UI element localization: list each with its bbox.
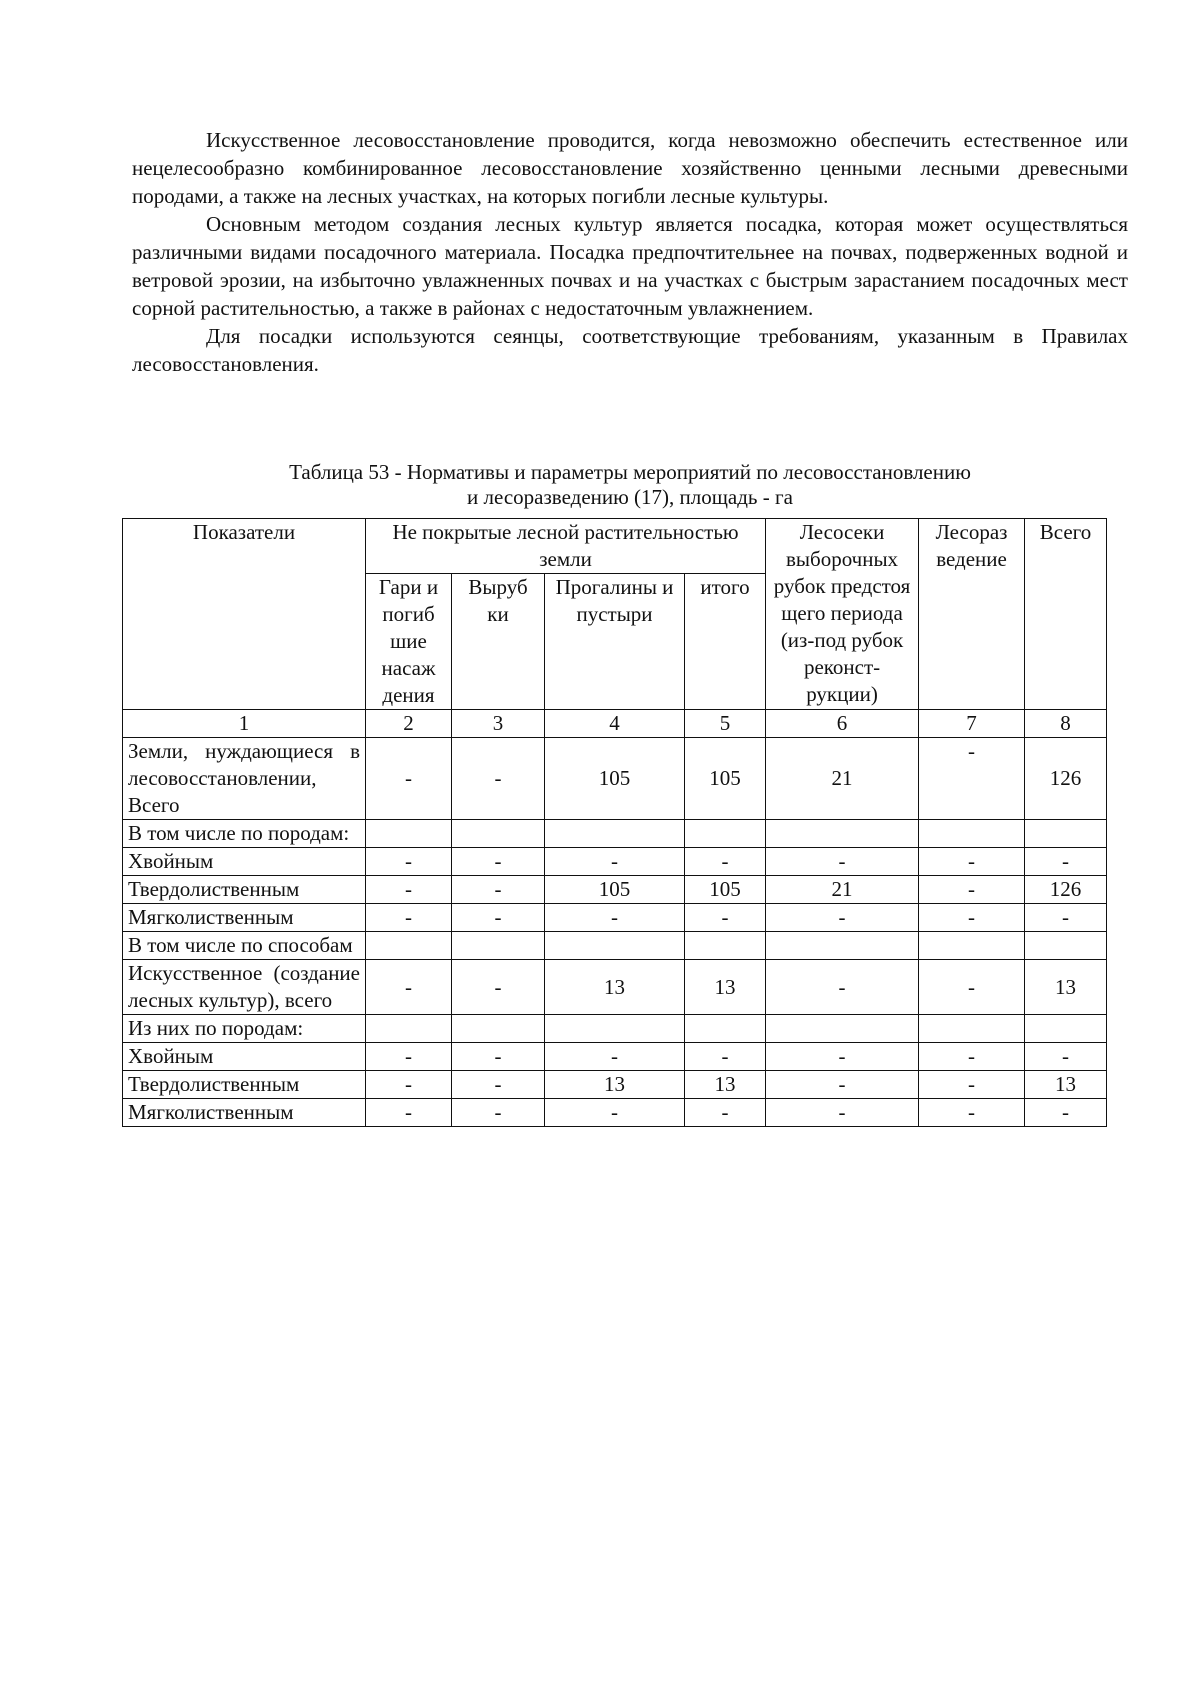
paragraph: Основным методом создания лесных культур является посадка, которая может осуществляться различными видами посадочного материала. Посадка предпочтительнее на почвах, подверженных водной и ветровой эрозии, на избыточно увлажненных почвах и на участках с быстрым зарастанием посадочных мест сорной растительностью, а также в районах с недостаточным увлажнением. <box>132 212 1128 320</box>
header-not-covered: Не покрытые лесной растительностью земли <box>366 519 766 574</box>
table-cell: - <box>366 848 452 876</box>
table-cell <box>366 820 452 848</box>
table-cell: - <box>366 904 452 932</box>
table-cell: - <box>919 1099 1025 1127</box>
table-cell <box>545 820 685 848</box>
table-cell: 13 <box>1025 1071 1107 1099</box>
table-cell: 13 <box>545 1071 685 1099</box>
table-row <box>123 738 1107 820</box>
table-cell: - <box>919 904 1025 932</box>
table-cell: - <box>452 876 545 904</box>
table-cell: - <box>685 1043 766 1071</box>
table-cell <box>366 932 452 960</box>
table-row <box>123 1099 1107 1127</box>
table-cell: - <box>452 1099 545 1127</box>
table-row <box>123 932 1107 960</box>
table-cell: - <box>766 1071 919 1099</box>
table-cell: 105 <box>685 876 766 904</box>
table-row <box>123 848 1107 876</box>
table-cell: - <box>452 1043 545 1071</box>
norms-table <box>122 518 1107 1127</box>
column-number: 2 <box>366 710 452 738</box>
table-cell <box>545 1015 685 1043</box>
table-cell: - <box>452 848 545 876</box>
table-cell: - <box>919 1043 1025 1071</box>
column-number: 5 <box>685 710 766 738</box>
table-cell: - <box>366 1043 452 1071</box>
table-cell: - <box>366 1071 452 1099</box>
table-row <box>123 876 1107 904</box>
table-cell: - <box>766 904 919 932</box>
table-cell: - <box>545 1043 685 1071</box>
table-row <box>123 820 1107 848</box>
table-cell: 126 <box>1025 738 1107 820</box>
table-cell: - <box>1025 848 1107 876</box>
table-cell: - <box>919 1071 1025 1099</box>
table-cell: - <box>1025 1043 1107 1071</box>
table-caption <box>132 460 1128 510</box>
paragraph: Для посадки используются сеянцы, соответствующие требованиям, указанным в Правилах лесовосстановления. <box>132 324 1128 376</box>
row-label: Из них по породам: <box>123 1015 366 1043</box>
header-afforestation: Лесораз ведение <box>919 519 1025 710</box>
table-cell: - <box>919 738 1025 820</box>
table-cell <box>685 820 766 848</box>
table-row <box>123 1071 1107 1099</box>
table-cell: - <box>452 904 545 932</box>
row-label: Хвойным <box>123 1043 366 1071</box>
table-cell: - <box>919 960 1025 1015</box>
table-cell: - <box>685 848 766 876</box>
table-cell <box>545 932 685 960</box>
table-cell <box>919 932 1025 960</box>
table-cell: - <box>366 876 452 904</box>
header-burnt: Гари и погиб шие насаж дения <box>366 574 452 710</box>
table-cell: - <box>1025 904 1107 932</box>
table-cell: - <box>766 1099 919 1127</box>
table-cell: - <box>366 1099 452 1127</box>
header-subtotal: итого <box>685 574 766 710</box>
row-label: Твердолиственным <box>123 1071 366 1099</box>
row-label: Искусственное (создание лесных культур), всего <box>123 960 366 1015</box>
table-caption-line: и лесоразведению (17), площадь - га <box>467 485 793 509</box>
header-clearcuts: Выруб ки <box>452 574 545 710</box>
table-cell <box>1025 1015 1107 1043</box>
table-cell: - <box>545 1099 685 1127</box>
table-cell: - <box>366 960 452 1015</box>
column-number: 1 <box>123 710 366 738</box>
row-label: В том числе по способам <box>123 932 366 960</box>
table-caption-line: Таблица 53 - Нормативы и параметры мероприятий по лесовосстановлению <box>289 460 971 484</box>
column-number: 6 <box>766 710 919 738</box>
table-cell: - <box>919 876 1025 904</box>
table-cell <box>1025 820 1107 848</box>
table-cell: - <box>1025 1099 1107 1127</box>
table-cell: - <box>766 848 919 876</box>
table-cell <box>766 932 919 960</box>
table-cell <box>1025 932 1107 960</box>
header-total: Всего <box>1025 519 1107 710</box>
table-cell <box>919 1015 1025 1043</box>
table-cell: 13 <box>545 960 685 1015</box>
header-glades: Прогалины и пустыри <box>545 574 685 710</box>
table-cell: 13 <box>685 960 766 1015</box>
table-cell <box>452 820 545 848</box>
body-text <box>132 126 1128 378</box>
header-indicators: Показатели <box>123 519 366 710</box>
table-cell: 21 <box>766 876 919 904</box>
table-cell: 105 <box>545 876 685 904</box>
table-row <box>123 960 1107 1015</box>
column-number: 8 <box>1025 710 1107 738</box>
table-cell: - <box>545 848 685 876</box>
row-label: Земли, нуждающиеся в лесовосстановлении, Всего <box>123 738 366 820</box>
table-cell: - <box>919 848 1025 876</box>
column-number: 4 <box>545 710 685 738</box>
table-cell: 105 <box>545 738 685 820</box>
table-cell <box>452 1015 545 1043</box>
column-number: 3 <box>452 710 545 738</box>
table-cell: 13 <box>1025 960 1107 1015</box>
table-cell: 13 <box>685 1071 766 1099</box>
header-selective: Лесосеки выборочных рубок предстоя щего периода (из-под рубок реконст-рукции) <box>766 519 919 710</box>
table-cell <box>766 1015 919 1043</box>
table-row <box>123 1043 1107 1071</box>
table-cell: - <box>766 960 919 1015</box>
table-cell <box>685 1015 766 1043</box>
header-row <box>123 519 1107 574</box>
table-cell: - <box>452 738 545 820</box>
table-cell <box>766 820 919 848</box>
table-cell: - <box>545 904 685 932</box>
table-cell: - <box>452 1071 545 1099</box>
row-label: Мягколиственным <box>123 904 366 932</box>
table-row <box>123 1015 1107 1043</box>
column-number: 7 <box>919 710 1025 738</box>
row-label: Мягколиственным <box>123 1099 366 1127</box>
column-number-row <box>123 710 1107 738</box>
table-cell: 105 <box>685 738 766 820</box>
row-label: В том числе по породам: <box>123 820 366 848</box>
paragraph: Искусственное лесовосстановление проводится, когда невозможно обеспечить естественное или нецелесообразно комбинированное лесовосстановление хозяйственно ценными лесными древесными породами, а также на лесных участках, на которых погибли лесные культуры. <box>132 128 1128 208</box>
row-label: Твердолиственным <box>123 876 366 904</box>
table-cell: 126 <box>1025 876 1107 904</box>
table-cell: 21 <box>766 738 919 820</box>
table-cell <box>919 820 1025 848</box>
table-cell <box>366 1015 452 1043</box>
table-cell: - <box>366 738 452 820</box>
table-cell: - <box>766 1043 919 1071</box>
table-cell <box>685 932 766 960</box>
table-cell: - <box>685 1099 766 1127</box>
table-cell <box>452 932 545 960</box>
table-cell: - <box>452 960 545 1015</box>
table-cell: - <box>685 904 766 932</box>
table-row <box>123 904 1107 932</box>
row-label: Хвойным <box>123 848 366 876</box>
